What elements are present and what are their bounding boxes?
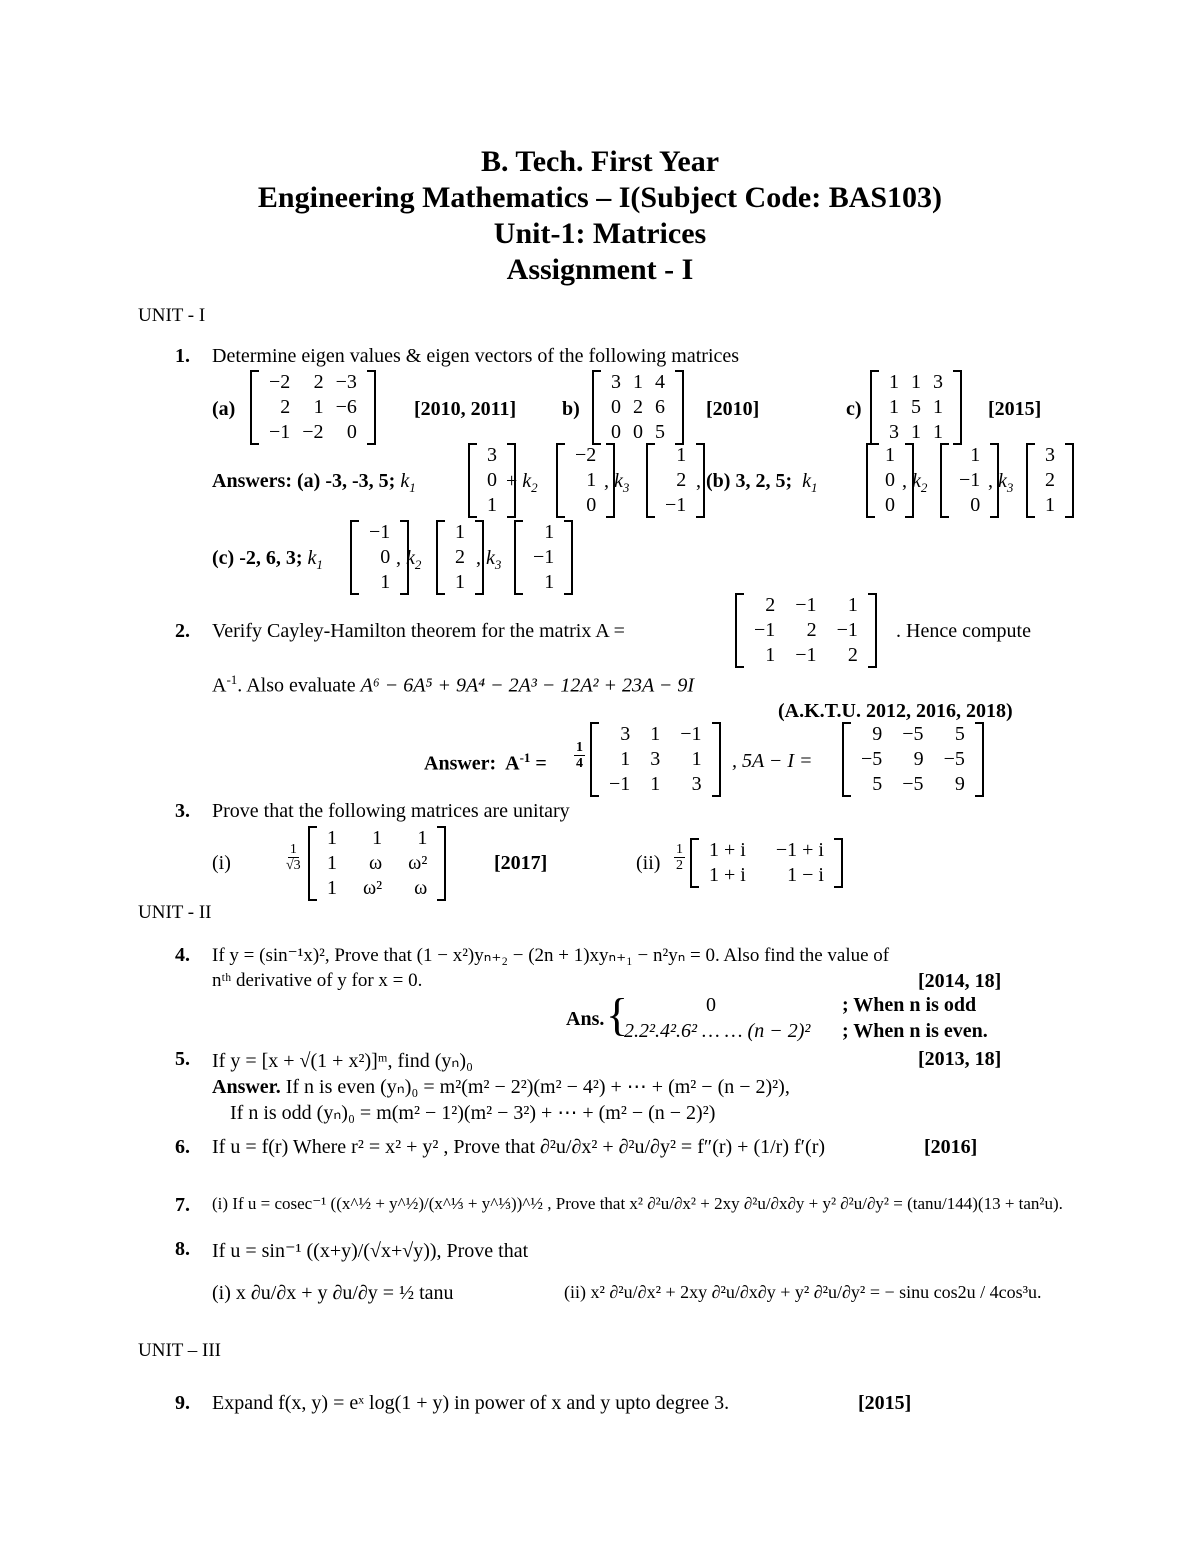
- vector-cell: 2: [455, 546, 465, 568]
- q1-c-label: c): [846, 398, 862, 420]
- matrix-b-cell: 4: [655, 371, 665, 393]
- unitary-i-cell: ω²: [363, 877, 383, 899]
- matrix-a-cayley: [735, 593, 877, 668]
- q2-answer-label: Answer: $A^{-1}$ =: [424, 750, 547, 775]
- question-text: If y = (sin⁻¹x)², Prove that (1 − x²)yₙ₊₂ − (2n + 1)xyₙ₊₁ − n²yₙ = 0. Also find the value of: [212, 945, 890, 966]
- inverse-matrix-cell: 1: [691, 748, 702, 770]
- vector-cell: −1: [959, 469, 981, 491]
- matrix-a-cell: 2: [313, 371, 324, 393]
- unitary-i-cell: ω: [369, 852, 383, 874]
- assignment-title: Assignment - I: [506, 253, 694, 286]
- unitary-ii-cell: 1 − i: [787, 864, 824, 886]
- q8-part-i: (i) x ∂u/∂x + y ∂u/∂y = ½ tanu: [212, 1282, 454, 1304]
- vector-cell: 0: [380, 546, 391, 568]
- vector-cell: 1: [544, 571, 555, 593]
- unit-heading-2: UNIT - II: [138, 902, 212, 923]
- akt-years: (A.K.T.U. 2012, 2016, 2018): [778, 700, 1013, 722]
- result-matrix-cell: −5: [902, 723, 924, 745]
- matrix-a-cell: −2: [302, 421, 324, 443]
- question-number: 1.: [175, 345, 190, 367]
- matrix-a-cell: 0: [346, 421, 357, 443]
- unitary-matrix-ii: [690, 838, 843, 888]
- case-odd-note: ; When n is odd: [842, 994, 977, 1016]
- matrix-c-cell: 3: [933, 371, 943, 393]
- question-text: If u = f(r) Where r² = x² + y² , Prove that ∂²u/∂x² + ∂²u/∂y² = f″(r) + (1/r) f′(r): [212, 1136, 826, 1158]
- matrix-b-cell: 5: [655, 421, 665, 443]
- result-matrix-cell: −5: [902, 773, 924, 795]
- matrix-c-cell: 3: [889, 421, 899, 443]
- comma-k2: , $k_2$: [902, 470, 928, 495]
- question-text: Expand f(x, y) = eˣ log(1 + y) in power of x and y upto degree 3.: [212, 1392, 730, 1414]
- answer-c: (c) -2, 6, 3; $k_1$: [212, 547, 323, 572]
- question-text: Prove that the following matrices are unitary: [212, 800, 570, 822]
- unitary-i-cell: 1: [417, 827, 428, 849]
- inverse-matrix-cell: 3: [691, 773, 702, 795]
- inverse-matrix-cell: 1: [650, 723, 661, 745]
- result-matrix-cell: 5: [872, 773, 883, 795]
- q6-year: [2016]: [924, 1136, 978, 1158]
- vector-cell: 3: [1045, 444, 1055, 466]
- question-number: 6.: [175, 1136, 190, 1158]
- cayley-matrix-cell: −1: [754, 619, 776, 641]
- q5-answer-odd: If n is odd (yₙ)₀ = m(m² − 1²)(m² − 3²) + ⋯ + (m² − (n − 2)²): [230, 1102, 716, 1124]
- case-even-note: ; When n is even.: [842, 1020, 988, 1042]
- question-text: If y = [x + √(1 + x²)]ᵐ, find (yₙ)₀: [212, 1050, 474, 1072]
- unitary-i-cell: 1: [327, 877, 337, 899]
- matrix-b-cell: 0: [611, 421, 621, 443]
- inverse-matrix: [590, 722, 721, 797]
- result-matrix-cell: −5: [861, 748, 883, 770]
- question-text: (i) If u = cosec⁻¹ ((x^½ + y^½)/(x^⅓ + y^⅓))^½ , Prove that x² ∂²u/∂x² + 2xy ∂²u/∂x∂y + y² ∂²u/∂y² = (tanu/144)(13 + tan²u).: [212, 1194, 1063, 1213]
- inverse-matrix-cell: 3: [650, 748, 661, 770]
- q1-b-label: b): [562, 398, 580, 420]
- question-number: 7.: [175, 1194, 190, 1216]
- matrix-c-cell: 1: [889, 396, 899, 418]
- q2-line2: $A^{-1}$. Also evaluate A⁶ − 6A⁵ + 9A⁴ − 2A³ − 12A² + 23A − 9I: [212, 672, 695, 697]
- five-a-minus-i-matrix: [842, 722, 984, 797]
- unitary-i-cell: 1: [327, 852, 337, 874]
- vector-cell: 3: [487, 444, 497, 466]
- unitary-i-cell: 1: [327, 827, 337, 849]
- matrix-b-cell: 3: [611, 371, 621, 393]
- answers-label: Answers:: [212, 470, 292, 492]
- question-text: If u = sin⁻¹ ((x+y)/(√x+√y)), Prove that: [212, 1240, 529, 1262]
- matrix-c-cell: 1: [911, 421, 921, 443]
- matrix-a-cell: −3: [335, 371, 357, 393]
- matrix-c-cell: 5: [911, 396, 921, 418]
- unit-heading-1: UNIT - I: [138, 305, 206, 326]
- q5-year: [2013, 18]: [918, 1048, 1002, 1070]
- result-matrix-cell: 9: [872, 723, 883, 745]
- answer-a: (a) -3, -3, 5;: [297, 470, 396, 492]
- vector-cell: 0: [970, 494, 981, 516]
- vector-cell: −2: [575, 444, 597, 466]
- q1-a-year: [2010, 2011]: [414, 398, 517, 420]
- question-text: Determine eigen values & eigen vectors of the following matrices: [212, 345, 740, 367]
- hence-text: . Hence compute: [896, 620, 1031, 642]
- vector-c3: [514, 520, 573, 595]
- question-number: 8.: [175, 1238, 190, 1260]
- matrix-b-cell: 2: [633, 396, 643, 418]
- vector-cell: 1: [487, 494, 497, 516]
- unit-title: Unit-1: Matrices: [493, 217, 707, 250]
- q3-ii-label: (ii): [636, 852, 661, 874]
- cayley-matrix-cell: −1: [836, 619, 858, 641]
- matrix-b: [592, 370, 684, 445]
- unitary-matrix-i: [308, 826, 446, 901]
- vector-b3: [1026, 443, 1074, 518]
- matrix-a: [250, 370, 376, 445]
- cayley-matrix-cell: 1: [765, 644, 776, 666]
- matrix-a-cell: 2: [280, 396, 291, 418]
- matrix-b-cell: 6: [655, 396, 665, 418]
- question-number: 9.: [175, 1392, 190, 1414]
- vector-cell: 2: [1045, 469, 1055, 491]
- matrix-b-cell: 1: [633, 371, 643, 393]
- unitary-ii-cell: −1 + i: [775, 839, 824, 861]
- inverse-matrix-cell: 1: [620, 748, 631, 770]
- vector-cell: 1: [676, 444, 687, 466]
- question-text-2: nᵗʰ derivative of y for x = 0.: [212, 970, 423, 991]
- cayley-matrix-cell: 2: [765, 594, 776, 616]
- cayley-matrix-cell: 2: [806, 619, 817, 641]
- q1-c-year: [2015]: [988, 398, 1042, 420]
- q3-i-fraction: $\frac{1}{√3}$: [286, 842, 301, 873]
- q4-year: [2014, 18]: [918, 970, 1002, 992]
- course-title: B. Tech. First Year: [480, 145, 720, 178]
- result-matrix-cell: −5: [943, 748, 965, 770]
- q5-answer-even: Answer. If n is even (yₙ)₀ = m²(m² − 2²)(m² − 4²) + ⋯ + (m² − (n − 2)²),: [212, 1076, 790, 1098]
- vector-cell: 1: [544, 521, 555, 543]
- inverse-matrix-cell: −1: [680, 723, 702, 745]
- vector-cell: 0: [586, 494, 597, 516]
- vector-cell: 1: [455, 571, 465, 593]
- cayley-matrix-cell: −1: [795, 644, 817, 666]
- matrix-b-cell: 0: [633, 421, 643, 443]
- inverse-matrix-cell: 3: [620, 723, 631, 745]
- vector-cell: 1: [1045, 494, 1055, 516]
- vector-cell: 1: [970, 444, 981, 466]
- question-text: Verify Cayley-Hamilton theorem for the matrix A =: [212, 620, 625, 642]
- question-number: 5.: [175, 1048, 190, 1070]
- vector-cell: −1: [533, 546, 555, 568]
- vector-cell: 1: [455, 521, 465, 543]
- polynomial-expression: A⁶ − 6A⁵ + 9A⁴ − 2A³ − 12A² + 23A − 9I: [360, 674, 695, 697]
- matrix-c-cell: 1: [889, 371, 899, 393]
- matrix-c: [870, 370, 962, 445]
- case-even-value: 2.2².4².6² … … (n − 2)²: [624, 1020, 811, 1042]
- matrix-c-cell: 1: [933, 396, 943, 418]
- unitary-i-cell: ω²: [408, 852, 428, 874]
- unit-heading-3: UNIT – III: [138, 1340, 222, 1361]
- vector-cell: 0: [487, 469, 497, 491]
- subject-title: Engineering Mathematics – I(Subject Code: BAS103): [257, 181, 943, 214]
- unitary-ii-cell: 1 + i: [709, 864, 746, 886]
- q3-ii-fraction: $\frac{1}{2}$: [676, 842, 683, 873]
- q1-b-year: [2010]: [706, 398, 760, 420]
- vector-cell: −1: [369, 521, 391, 543]
- matrix-a-cell: 1: [313, 396, 324, 418]
- vector-cell: 1: [380, 571, 391, 593]
- vector-cell: 0: [885, 469, 895, 491]
- q4-ans-label: Ans.: [566, 1008, 605, 1030]
- cayley-matrix-cell: 1: [847, 594, 858, 616]
- comma-k3-c: , $k_3$: [476, 547, 502, 572]
- result-matrix-cell: 9: [913, 748, 924, 770]
- matrix-c-cell: 1: [911, 371, 921, 393]
- five-a-minus-i: , 5A − I =: [732, 750, 813, 772]
- result-matrix-cell: 9: [954, 773, 965, 795]
- cayley-matrix-cell: 2: [847, 644, 858, 666]
- question-number: 3.: [175, 800, 190, 822]
- vector-cell: 2: [676, 469, 687, 491]
- answer-b: , (b) 3, 2, 5; $k_1$: [696, 470, 818, 495]
- comma-k3: , $k_3$: [604, 470, 630, 495]
- unitary-ii-cell: 1 + i: [709, 839, 746, 861]
- result-matrix-cell: 5: [954, 723, 965, 745]
- matrix-a-cell: −1: [269, 421, 291, 443]
- question-number: 2.: [175, 620, 190, 642]
- q9-year: [2015]: [858, 1392, 912, 1414]
- matrix-a-cell: −6: [335, 396, 357, 418]
- vector-cell: 0: [885, 494, 895, 516]
- unitary-i-cell: ω: [414, 877, 428, 899]
- question-number: 4.: [175, 944, 190, 966]
- q8-part-ii: (ii) x² ∂²u/∂x² + 2xy ∂²u/∂x∂y + y² ∂²u/∂y² = − sinu cos2u / 4cos³u.: [564, 1282, 1042, 1302]
- q3-i-label: (i): [212, 852, 231, 874]
- one-quarter-fraction: $\frac{1}{4}$: [576, 740, 583, 771]
- inverse-matrix-cell: 1: [650, 773, 661, 795]
- vector-cell: 1: [885, 444, 895, 466]
- vector-cell: 1: [586, 469, 597, 491]
- unitary-i-cell: 1: [372, 827, 383, 849]
- comma-k3-b: , $k_3$: [988, 470, 1014, 495]
- cayley-matrix-cell: −1: [795, 594, 817, 616]
- case-odd-value: 0: [706, 994, 716, 1016]
- comma-k2-c: , $k_2$: [396, 547, 422, 572]
- inverse-matrix-cell: −1: [609, 773, 631, 795]
- q1-a-label: (a): [212, 398, 236, 420]
- matrix-a-cell: −2: [269, 371, 291, 393]
- left-brace: {: [606, 989, 629, 1040]
- vector-cell: −1: [665, 494, 687, 516]
- matrix-c-cell: 1: [933, 421, 943, 443]
- plus-k2: + $k_2$: [506, 470, 538, 495]
- q3-year: [2017]: [494, 852, 548, 874]
- answers-row-1: Answers: (a) -3, -3, 5; $k_1$: [212, 470, 416, 495]
- matrix-b-cell: 0: [611, 396, 621, 418]
